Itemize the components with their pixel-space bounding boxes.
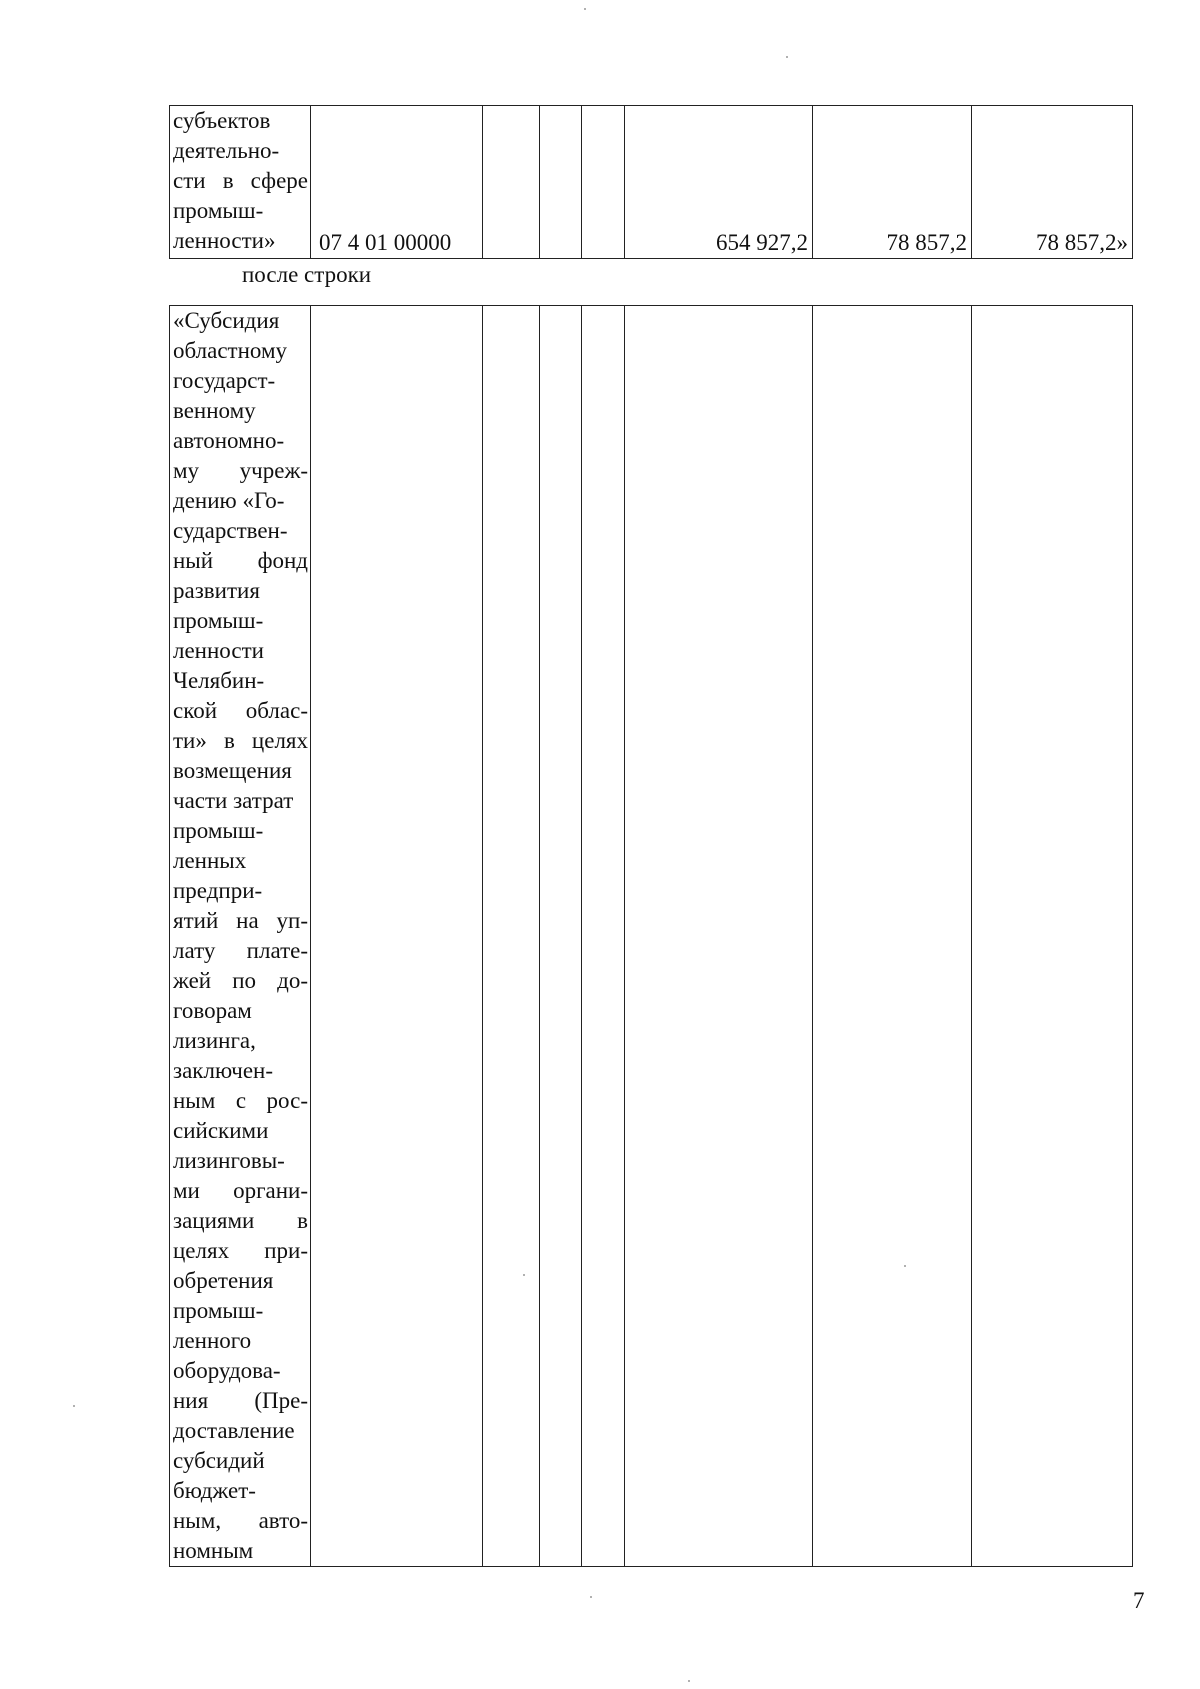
empty-cell [540, 306, 582, 1567]
name-line: жей по до- [173, 968, 308, 993]
scan-speck [73, 1405, 75, 1407]
row-name-cell [170, 306, 311, 1567]
scan-speck [786, 56, 788, 58]
name-line: ленных [173, 848, 247, 873]
name-line: обретения [173, 1268, 274, 1293]
name-line: говорам [173, 998, 252, 1023]
budget-table-top [169, 105, 1133, 259]
name-line: номным [173, 1538, 254, 1563]
page-number: 7 [1133, 1588, 1145, 1613]
name-line: бюджет- [173, 1478, 256, 1503]
row-name-text [173, 306, 308, 1566]
name-line: ми органи- [173, 1178, 308, 1203]
target-code-cell: 07 4 01 00000 [311, 106, 483, 259]
empty-cell [483, 106, 540, 259]
name-line: ным с рос- [173, 1088, 308, 1113]
table-row [170, 306, 1133, 1567]
target-code-cell [311, 306, 483, 1567]
amount-year2-cell [972, 306, 1133, 1567]
name-line: ленности» [173, 228, 276, 253]
name-line: субсидий [173, 1448, 265, 1473]
name-line: му учреж- [173, 458, 308, 483]
name-line: сударствен- [173, 518, 288, 543]
name-line: субъектов [173, 108, 271, 133]
after-row-caption: после строки [242, 262, 372, 287]
name-line: доставление [173, 1418, 295, 1443]
name-line: сийскими [173, 1118, 269, 1143]
amount-year1-cell: 78 857,2 [813, 106, 972, 259]
name-line: промыш- [173, 198, 264, 223]
scan-speck [584, 8, 586, 10]
name-line: лату плате- [173, 938, 308, 963]
name-line: дению «Го- [173, 488, 285, 513]
name-line: автономно- [173, 428, 285, 453]
name-line: предпри- [173, 878, 263, 903]
name-line: промыш- [173, 608, 264, 633]
empty-cell [540, 106, 582, 259]
name-line: ленности [173, 638, 264, 663]
budget-table-bottom [169, 305, 1133, 1567]
name-line: Челябин- [173, 668, 265, 693]
name-line: возмещения [173, 758, 292, 783]
amount-year2-cell: 78 857,2» [972, 106, 1133, 259]
name-line: венному [173, 398, 256, 423]
name-line: ным, авто- [173, 1508, 308, 1533]
name-line: лизинга, [173, 1028, 256, 1053]
amount-year1-cell [813, 306, 972, 1567]
name-line: промыш- [173, 1298, 264, 1323]
scan-speck [523, 1274, 525, 1276]
scan-speck [688, 1680, 690, 1682]
name-line: ния (Пре- [173, 1388, 308, 1413]
name-line: промыш- [173, 818, 264, 843]
name-line: ской облас- [173, 698, 308, 723]
name-line: государст- [173, 368, 276, 393]
row-name-cell [170, 106, 311, 259]
scan-speck [590, 1596, 592, 1598]
empty-cell [582, 306, 625, 1567]
name-line: ленного [173, 1328, 252, 1353]
amount-total-cell: 654 927,2 [625, 106, 813, 259]
row-name-text [173, 106, 308, 256]
empty-cell [483, 306, 540, 1567]
name-line: оборудова- [173, 1358, 281, 1383]
name-line: заключен- [173, 1058, 273, 1083]
scan-speck [904, 1265, 906, 1267]
name-line: ти» в целях [173, 728, 308, 753]
name-line: ятий на уп- [173, 908, 308, 933]
amount-total-cell [625, 306, 813, 1567]
name-line: ный фонд [173, 548, 308, 573]
name-line: лизинговы- [173, 1148, 285, 1173]
name-line: сти в сфере [173, 168, 308, 193]
name-line: областному [173, 338, 288, 363]
name-line: зациями в [173, 1208, 308, 1233]
name-line: части затрат [173, 788, 294, 813]
name-line: развития [173, 578, 260, 603]
name-line: целях при- [173, 1238, 308, 1263]
name-line: деятельно- [173, 138, 280, 163]
empty-cell [582, 106, 625, 259]
table-row [170, 106, 1133, 259]
name-line: «Субсидия [173, 308, 280, 333]
